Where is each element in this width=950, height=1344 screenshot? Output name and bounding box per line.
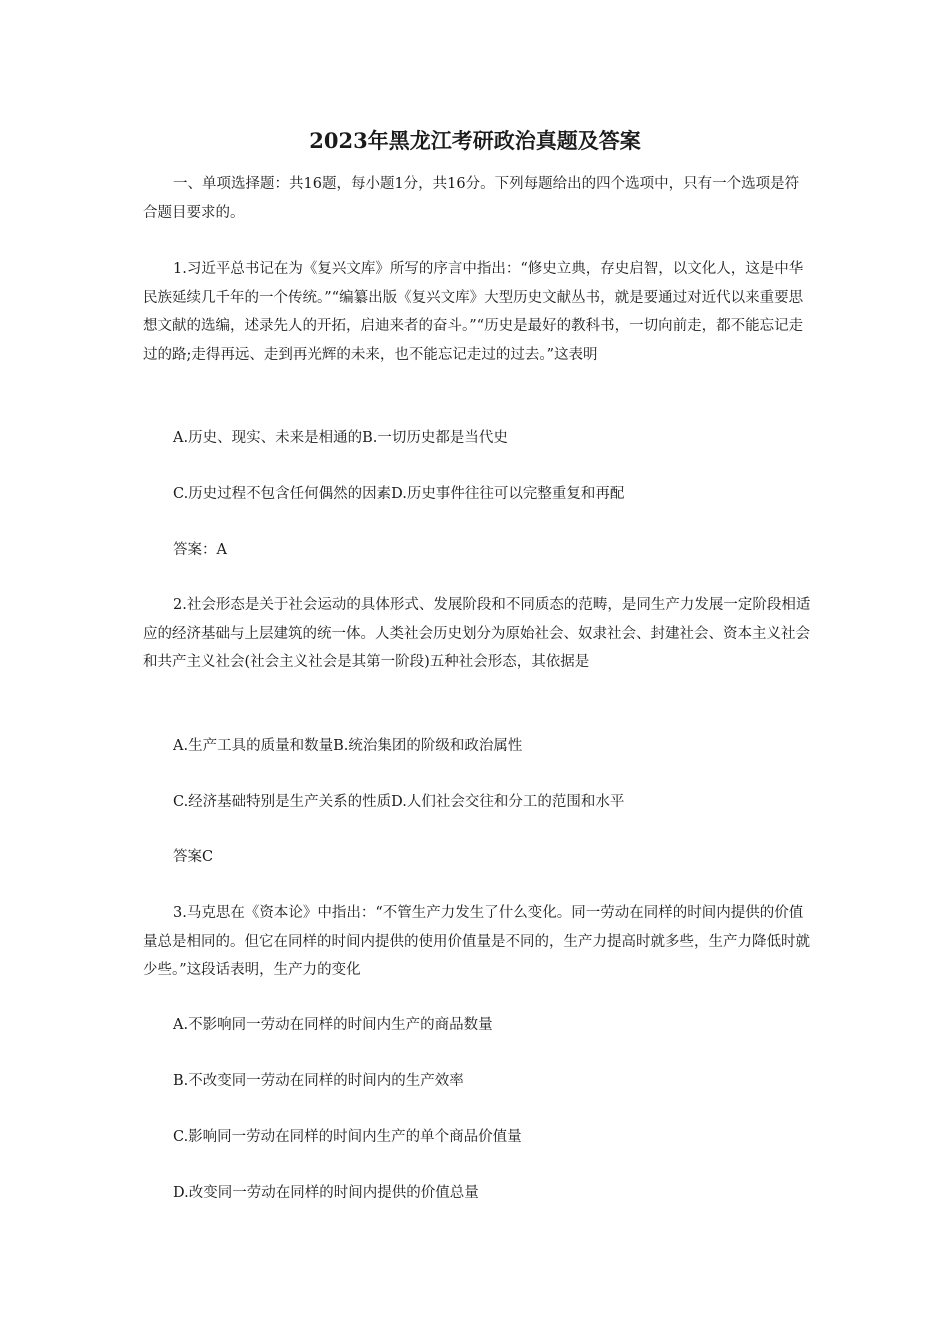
question-2-answer: 答案C <box>173 849 214 865</box>
question-1-answer: 答案：A <box>173 542 227 558</box>
question-3-option-b: B.不改变同一劳动在同样的时间内的生产效率 <box>173 1073 464 1089</box>
question-3-stem: 3.马克思在《资本论》中指出：“不管生产力发生了什么变化。同一劳动在同样的时间内提供的价值量总是相同的。但它在同样的时间内提供的使用价值量是不同的，生产力提高时就多些，生产力降低时就少些。”这段话表明，生产力的变化 <box>143 905 810 978</box>
question-2-options-cd: C.经济基础特别是生产关系的性质D.人们社会交往和分工的范围和水平 <box>173 794 625 810</box>
section-instructions: 一、单项选择题：共16题，每小题1分，共16分。下列每题给出的四个选项中，只有一个选项是符合题目要求的。 <box>143 176 800 221</box>
question-3-option-a: A.不影响同一劳动在同样的时间内生产的商品数量 <box>173 1017 493 1033</box>
question-2-stem: 2.社会形态是关于社会运动的具体形式、发展阶段和不同质态的范畴，是同生产力发展一定阶段相适应的经济基础与上层建筑的统一体。人类社会历史划分为原始社会、奴隶社会、封建社会、资本主义社会和共产主义社会(社会主义社会是其第一阶段)五种社会形态，其依据是 <box>143 597 811 670</box>
question-1-stem: 1.习近平总书记在为《复兴文库》所写的序言中指出：“修史立典，存史启智，以文化人，这是中华民族延续几千年的一个传统。”“编纂出版《复兴文库》大型历史文献丛书，就是要通过对近代以来重要思想文献的选编，述录先人的开拓，启迪来者的奋斗。”“历史是最好的教科书，一切向前走，都不能忘记走过的路;走得再远、走到再光辉的未来，也不能忘记走过的过去。”这表明 <box>143 261 804 363</box>
question-3-option-c: C.影响同一劳动在同样的时间内生产的单个商品价值量 <box>173 1129 522 1145</box>
question-2-options-ab: A.生产工具的质量和数量B.统治集团的阶级和政治属性 <box>173 738 523 754</box>
question-1-options-cd: C.历史过程不包含任何偶然的因素D.历史事件往往可以完整重复和再配 <box>173 486 625 502</box>
page-title: 2023年黑龙江考研政治真题及答案 <box>309 128 641 153</box>
question-3-option-d: D.改变同一劳动在同样的时间内提供的价值总量 <box>173 1185 479 1201</box>
question-1-options-ab: A.历史、现实、未来是相通的B.一切历史都是当代史 <box>173 430 508 446</box>
